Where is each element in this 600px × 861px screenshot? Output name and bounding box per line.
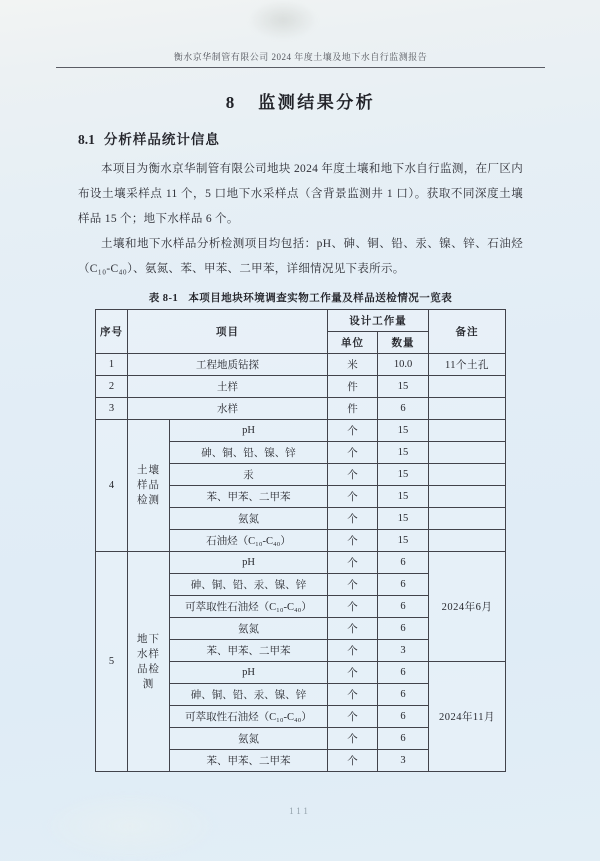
col-header-item: 项目 <box>128 310 328 354</box>
cell-item: 氨氮 <box>170 728 328 750</box>
running-header: 衡水京华制管有限公司 2024 年度土壤及地下水自行监测报告 <box>56 50 545 68</box>
cell-unit: 个 <box>328 420 378 442</box>
section-heading <box>78 88 523 113</box>
cell-unit: 个 <box>328 618 378 640</box>
cell-item: 水样 <box>128 398 328 420</box>
cell-qty: 6 <box>378 596 429 618</box>
table-row <box>96 420 506 442</box>
cell-qty: 6 <box>378 552 429 574</box>
cell-index: 4 <box>96 420 128 552</box>
cell-category-soil: 土壤样品检测 <box>128 420 170 552</box>
cell-item: pH <box>170 420 328 442</box>
cell-unit: 个 <box>328 684 378 706</box>
cell-qty: 6 <box>378 618 429 640</box>
cell-item: 苯、甲苯、二甲苯 <box>170 640 328 662</box>
cell-unit: 个 <box>328 486 378 508</box>
subsection-number: 8.1 <box>78 132 95 147</box>
cell-note <box>429 530 506 552</box>
cell-qty: 3 <box>378 750 429 772</box>
cell-qty: 3 <box>378 640 429 662</box>
scan-artifact <box>40 791 220 861</box>
cell-item: 汞 <box>170 464 328 486</box>
table-caption-text: 本项目地块环境调查实物工作量及样品送检情况一览表 <box>188 293 453 304</box>
col-header-index: 序号 <box>96 310 128 354</box>
page-content <box>78 80 523 772</box>
cell-note-june: 2024年6月 <box>429 552 506 662</box>
cell-unit: 个 <box>328 750 378 772</box>
subsection-heading <box>78 128 523 148</box>
cell-qty: 6 <box>378 662 429 684</box>
cell-item: 氨氮 <box>170 618 328 640</box>
cell-note <box>429 376 506 398</box>
cell-unit: 件 <box>328 376 378 398</box>
scan-artifact <box>248 0 318 40</box>
cell-unit: 个 <box>328 530 378 552</box>
cell-note-november: 2024年11月 <box>429 662 506 772</box>
col-header-design-workload: 设计工作量 <box>328 310 429 332</box>
cell-qty: 15 <box>378 376 429 398</box>
cell-qty: 15 <box>378 464 429 486</box>
cell-unit: 个 <box>328 706 378 728</box>
cell-item: 氨氮 <box>170 508 328 530</box>
cell-qty: 10.0 <box>378 354 429 376</box>
cell-qty: 15 <box>378 420 429 442</box>
subsection-title: 分析样品统计信息 <box>103 132 220 147</box>
cell-unit: 个 <box>328 640 378 662</box>
cell-unit: 个 <box>328 442 378 464</box>
cell-note <box>429 486 506 508</box>
table-caption <box>78 290 523 305</box>
cell-index: 1 <box>96 354 128 376</box>
cell-note <box>429 464 506 486</box>
col-header-unit: 单位 <box>328 332 378 354</box>
table-header-row <box>96 310 506 332</box>
table-row <box>96 354 506 376</box>
table-row <box>96 376 506 398</box>
cell-qty: 15 <box>378 508 429 530</box>
table-caption-label: 表 8-1 <box>148 293 179 304</box>
cell-qty: 15 <box>378 486 429 508</box>
cell-index: 3 <box>96 398 128 420</box>
cell-category-groundwater: 地下水样品检测 <box>128 552 170 772</box>
cell-item: 苯、甲苯、二甲苯 <box>170 486 328 508</box>
page-number: 111 <box>289 806 311 816</box>
cell-note <box>429 442 506 464</box>
cell-item: 石油烃（C₁₀-C₄₀） <box>170 530 328 552</box>
cell-unit: 个 <box>328 662 378 684</box>
work-quantity-table <box>95 309 506 772</box>
cell-unit: 个 <box>328 574 378 596</box>
cell-item: 土样 <box>128 376 328 398</box>
cell-item: 工程地质钻探 <box>128 354 328 376</box>
cell-item: pH <box>170 552 328 574</box>
cell-qty: 6 <box>378 574 429 596</box>
cell-index: 5 <box>96 552 128 772</box>
cell-index: 2 <box>96 376 128 398</box>
table-row <box>96 552 506 574</box>
cell-qty: 15 <box>378 442 429 464</box>
cell-item: 可萃取性石油烃（C₁₀-C₄₀） <box>170 706 328 728</box>
table-row <box>96 398 506 420</box>
cell-item: 砷、铜、铅、镍、锌 <box>170 442 328 464</box>
cell-note <box>429 508 506 530</box>
cell-note <box>429 398 506 420</box>
cell-unit: 个 <box>328 464 378 486</box>
cell-item: 可萃取性石油烃（C₁₀-C₄₀） <box>170 596 328 618</box>
cell-unit: 个 <box>328 596 378 618</box>
cell-qty: 6 <box>378 728 429 750</box>
cell-unit: 个 <box>328 508 378 530</box>
cell-unit: 个 <box>328 728 378 750</box>
cell-unit: 个 <box>328 552 378 574</box>
col-header-note: 备注 <box>429 310 506 354</box>
col-header-qty: 数量 <box>378 332 429 354</box>
cell-qty: 6 <box>378 398 429 420</box>
section-number: 8 <box>225 93 235 112</box>
cell-unit: 米 <box>328 354 378 376</box>
cell-item: 苯、甲苯、二甲苯 <box>170 750 328 772</box>
cell-note: 11个土孔 <box>429 354 506 376</box>
cell-item: pH <box>170 662 328 684</box>
paragraph-2: 土壤和地下水样品分析检测项目均包括：pH、砷、铜、铅、汞、镍、锌、石油烃（C₁₀-C₄₀）、氨氮、苯、甲苯、二甲苯，详细情况见下表所示。 <box>78 238 523 275</box>
cell-qty: 6 <box>378 684 429 706</box>
section-title: 监测结果分析 <box>258 93 376 112</box>
cell-item: 砷、铜、铅、汞、镍、锌 <box>170 574 328 596</box>
paragraph-1: 本项目为衡水京华制管有限公司地块 2024 年度土壤和地下水自行监测，在厂区内布设土壤采样点 11 个，5 口地下水采样点（含背景监测井 1 口）。获取不同深度土壤样品 15 个；地下水样品 6 个。 <box>78 163 523 225</box>
cell-note <box>429 420 506 442</box>
cell-item: 砷、铜、铅、汞、镍、锌 <box>170 684 328 706</box>
cell-unit: 件 <box>328 398 378 420</box>
cell-qty: 6 <box>378 706 429 728</box>
cell-qty: 15 <box>378 530 429 552</box>
